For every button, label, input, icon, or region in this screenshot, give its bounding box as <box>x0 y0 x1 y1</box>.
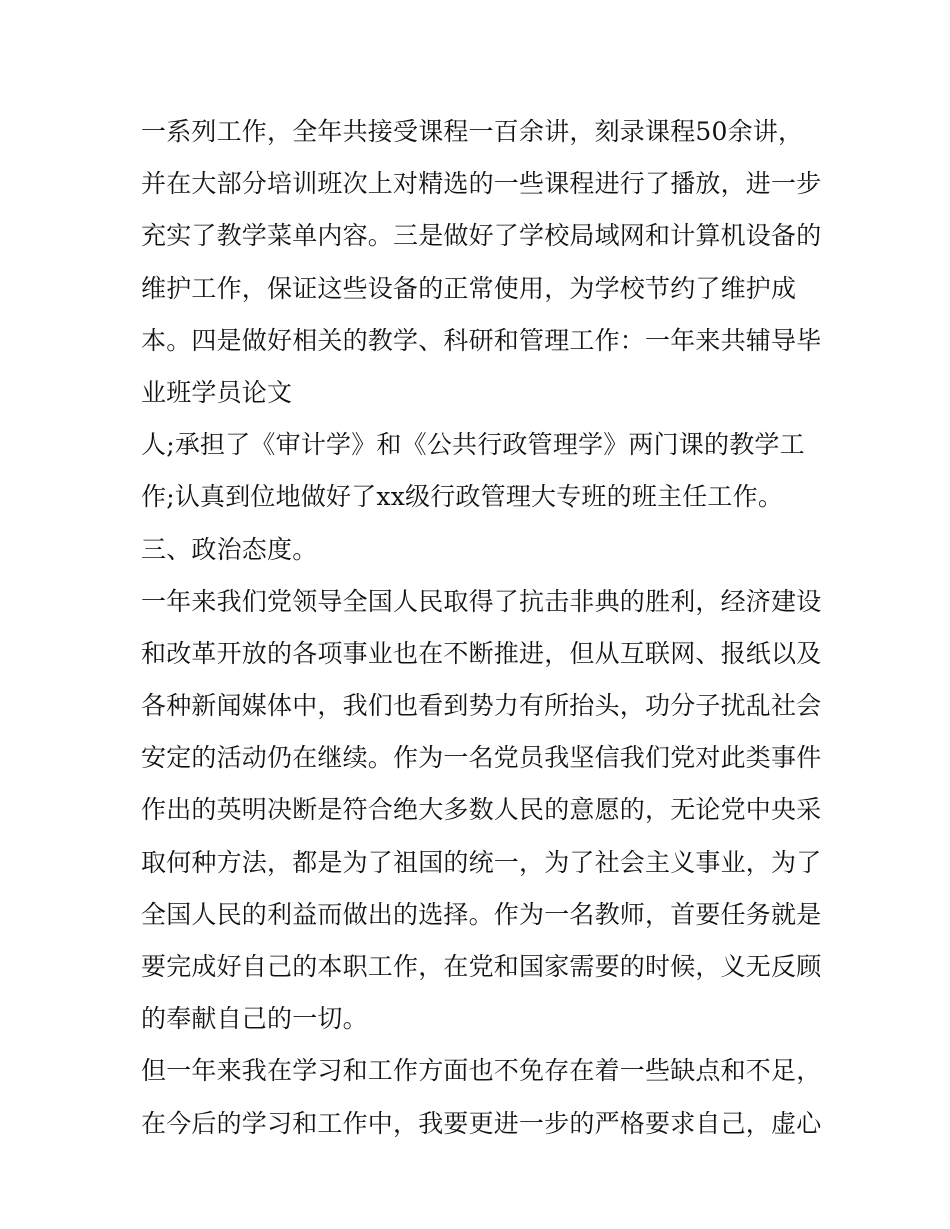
text-line: 在今后的学习和工作中，我要更进一步的严格要求自己，虚心 <box>141 1108 822 1138</box>
text-line: 并在大部分培训班次上对精选的一些课程进行了播放，进一步 <box>141 169 822 199</box>
text-line: 但一年来我在学习和工作方面也不免存在着一些缺点和不足， <box>141 1056 822 1086</box>
text-line: 安定的活动仍在继续。作为一名党员我坚信我们党对此类事件 <box>141 743 822 773</box>
text-line: 业班学员论文 <box>141 377 293 407</box>
text-line: 维护工作，保证这些设备的正常使用，为学校节约了维护成 <box>141 273 797 303</box>
text-line: 本。四是做好相关的教学、科研和管理工作：一年来共辅导毕 <box>141 325 822 355</box>
text-line: 作出的英明决断是符合绝大多数人民的意愿的，无论党中央采 <box>141 795 822 825</box>
text-line: 要完成好自己的本职工作，在党和国家需要的时候，义无反顾 <box>141 952 822 981</box>
text-line: 和改革开放的各项事业也在不断推进，但从互联网、报纸以及 <box>141 638 822 668</box>
text-line: 人;承担了《审计学》和《公共行政管理学》两门课的教学工 <box>141 430 805 460</box>
text-line: 一系列工作，全年共接受课程一百余讲，刻录课程50余讲， <box>141 117 804 146</box>
text-line: 各种新闻媒体中，我们也看到势力有所抬头，功分子扰乱社会 <box>141 691 822 721</box>
text-line: 一年来我们党领导全国人民取得了抗击非典的胜利，经济建设 <box>141 586 822 616</box>
text-line: 全国人民的利益而做出的选择。作为一名教师，首要任务就是 <box>141 899 822 929</box>
text-line: 取何种方法，都是为了祖国的统一，为了社会主义事业，为了 <box>141 847 822 877</box>
section-heading: 三、政治态度。 <box>141 534 318 564</box>
document-body <box>141 112 821 1156</box>
text-line: 的奉献自己的一切。 <box>141 1004 368 1034</box>
text-line: 充实了教学菜单内容。三是做好了学校局域网和计算机设备的 <box>141 221 822 251</box>
text-line: 作;认真到位地做好了xx级行政管理大专班的班主任工作。 <box>141 482 784 512</box>
